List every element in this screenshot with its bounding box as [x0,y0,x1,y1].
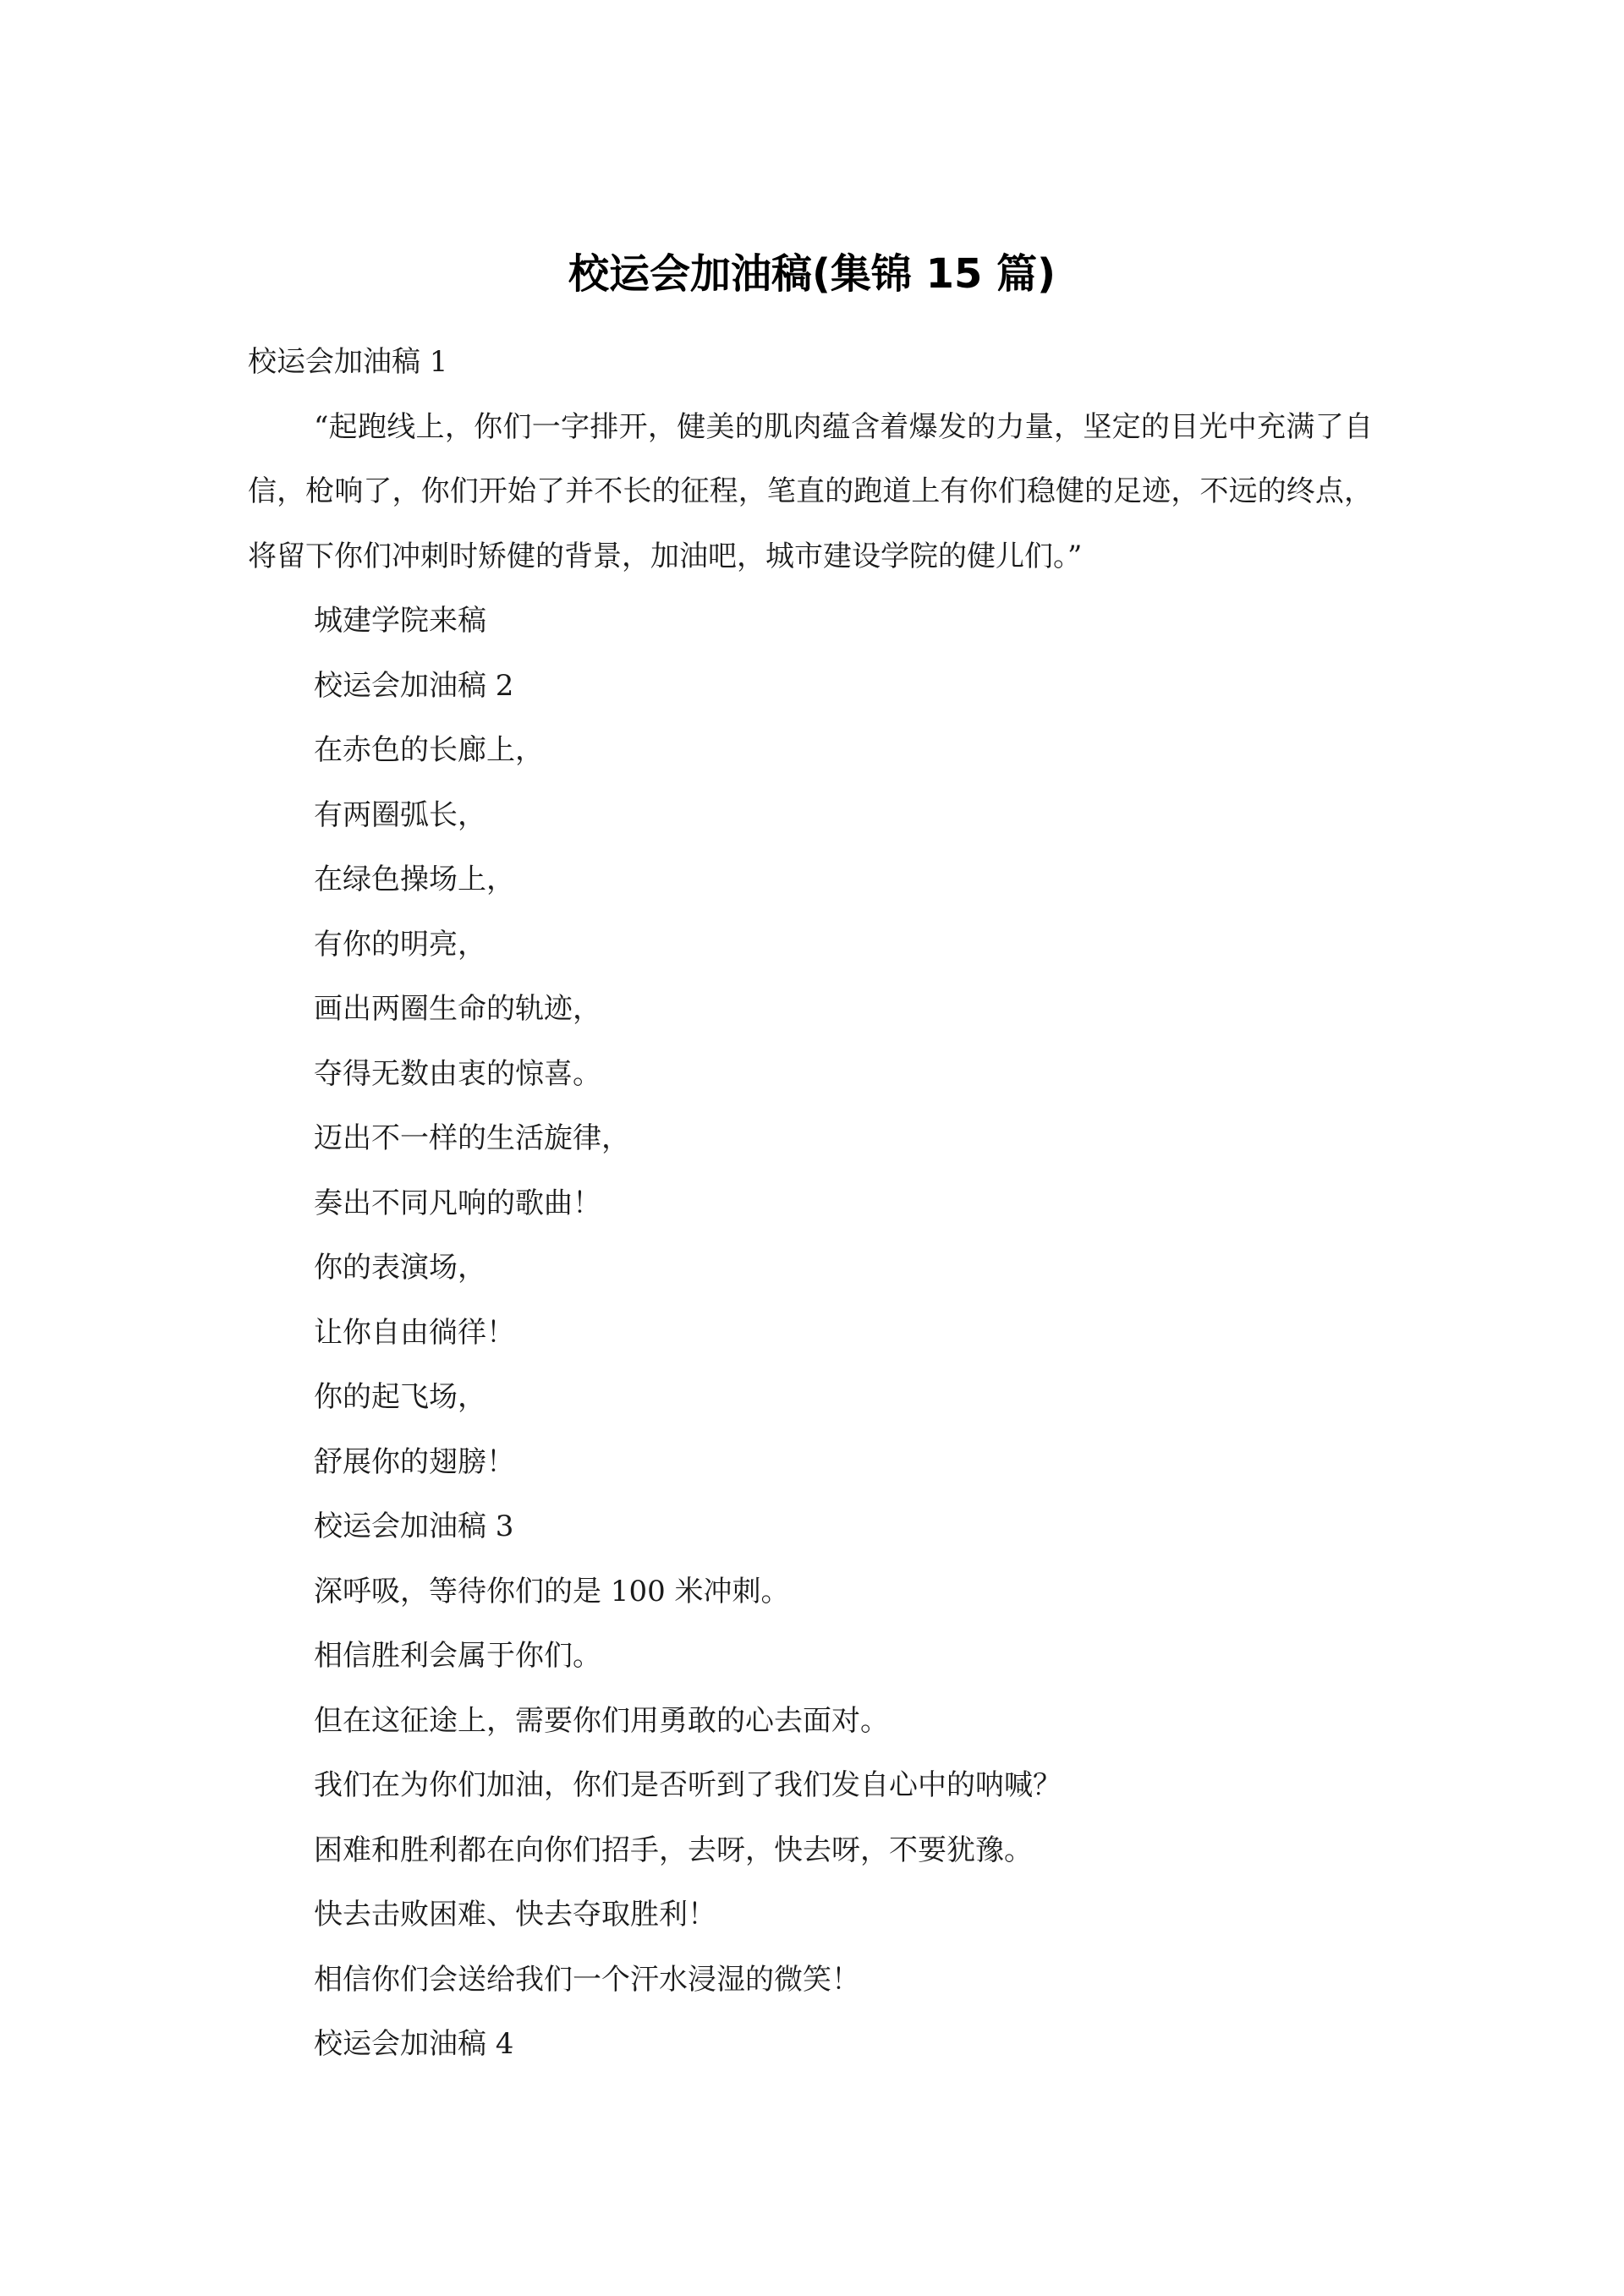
cheer-line: 但在这征途上，需要你们用勇敢的心去面对。 [314,1703,889,1738]
cheer-line: 我们在为你们加油，你们是否听到了我们发自心中的呐喊？ [314,1768,1062,1802]
poem-line: 舒展你的翅膀！ [314,1444,515,1479]
poem-line: 让你自由徜徉！ [314,1315,515,1350]
cheer-line: 相信胜利会属于你们。 [314,1639,601,1673]
poem-line: 你的起飞场， [314,1380,486,1414]
poem-line: 有两圈弧长， [314,797,486,832]
cheer-line: 快去击败困难、快去夺取胜利！ [314,1898,716,1932]
poem-line: 画出两圈生命的轨迹， [314,992,601,1026]
poem-line: 迈出不一样的生活旋律， [314,1121,630,1155]
poem-line: 有你的明亮， [314,927,486,962]
poem-line: 夺得无数由衷的惊喜。 [314,1056,601,1091]
section-3-heading: 校运会加油稿 3 [314,1510,514,1543]
section-1-heading: 校运会加油稿 1 [248,345,448,379]
cheer-line: 相信你们会送给我们一个汗水浸湿的微笑！ [314,1962,860,1997]
poem-line: 在赤色的长廊上， [314,733,544,767]
poem-line: 你的表演场， [314,1251,486,1285]
section-1-quote: “起跑线上，你们一字排开，健美的肌肉蕴含着爆发的力量，坚定的目光中充满了自信，枪响了，你们开始了并不长的征程，笔直的跑道上有你们稳健的足迹，不远的终点，将留下你们冲刺时矫健的背景，加油吧，城市建设学院的健儿们。” [248,409,1373,573]
section-2-heading: 校运会加油稿 2 [314,668,514,703]
section-1-source: 城建学院来稿 [314,604,486,638]
document-body [248,330,1373,2077]
poem-line: 在绿色操场上， [314,863,515,896]
document-title: 校运会加油稿(集锦 15 篇) [568,250,1056,298]
section-4-heading: 校运会加油稿 4 [314,2027,514,2061]
cheer-line: 深呼吸，等待你们的是 100 米冲刺。 [314,1574,790,1608]
poem-line: 奏出不同凡响的歌曲！ [314,1186,601,1220]
cheer-line: 困难和胜利都在向你们招手，去呀，快去呀，不要犹豫。 [314,1833,1033,1867]
